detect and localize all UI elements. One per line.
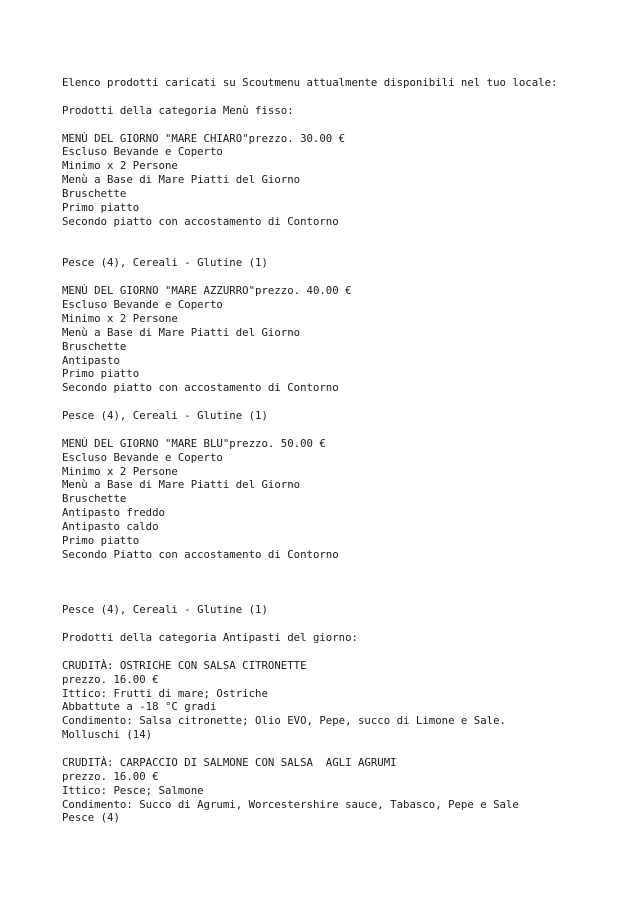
text-line: Pesce (4), Cereali - Glutine (1) bbox=[62, 256, 268, 270]
blank-line bbox=[62, 395, 630, 409]
text-line: Primo piatto bbox=[62, 533, 140, 547]
text-line: Minimo x 2 Persone bbox=[62, 464, 178, 478]
blank-line bbox=[62, 229, 630, 243]
text-line: Menù a Base di Mare Piatti del Giorno bbox=[62, 173, 301, 187]
text-line: Escluso Bevande e Coperto bbox=[62, 450, 223, 464]
text-line: Antipasto bbox=[62, 353, 120, 367]
text-line: Pesce (4), Cereali - Glutine (1) bbox=[62, 409, 268, 422]
blank-line bbox=[62, 243, 630, 257]
text-line: Secondo piatto con accostamento di Contorno bbox=[62, 214, 339, 228]
text-line: Antipasto caldo bbox=[62, 520, 159, 533]
text-line: Secondo piatto con accostamento di Contorno bbox=[62, 381, 339, 395]
text-line: Pesce (4), Cereali - Glutine (1) bbox=[62, 603, 268, 617]
text-line: Escluso Bevande e Coperto bbox=[62, 298, 223, 311]
text-line: Minimo x 2 Persone bbox=[62, 159, 178, 173]
text-line: Bruschette bbox=[62, 492, 127, 506]
text-line: CRUDITÀ: OSTRICHE CON SALSA CITRONETTE bbox=[62, 658, 307, 672]
text-line: Condimento: Succo di Agrumi, Worcestershire sauce, Tabasco, Pepe e Sale bbox=[62, 797, 519, 811]
text-line: Escluso Bevande e Coperto bbox=[62, 145, 223, 159]
text-line: Ittico: Pesce; Salmone bbox=[62, 783, 204, 797]
text-line: Prodotti della categoria Menù fisso: bbox=[62, 103, 294, 117]
text-line: Primo piatto bbox=[62, 200, 140, 214]
text-line: Bruschette bbox=[62, 339, 127, 353]
blank-line bbox=[62, 645, 630, 659]
blank-line bbox=[62, 589, 630, 603]
blank-line bbox=[62, 576, 630, 590]
text-line: Primo piatto bbox=[62, 367, 140, 381]
text-line: Secondo Piatto con accostamento di Contorno bbox=[62, 547, 339, 561]
text-line: prezzo. 16.00 € bbox=[62, 672, 159, 686]
blank-line bbox=[62, 118, 630, 132]
text-line: Ittico: Frutti di mare; Ostriche bbox=[62, 686, 268, 700]
text-line: MENÙ DEL GIORNO "MARE AZZURRO"prezzo. 40.00 € bbox=[62, 284, 352, 298]
text-line: Elenco prodotti caricati su Scoutmenu attualmente disponibili nel tuo locale: bbox=[62, 76, 558, 89]
blank-line bbox=[62, 742, 630, 756]
blank-line bbox=[62, 617, 630, 631]
blank-line bbox=[62, 562, 630, 576]
text-line: prezzo. 16.00 € bbox=[62, 769, 159, 783]
text-line: Bruschette bbox=[62, 187, 127, 200]
text-line: Antipasto freddo bbox=[62, 506, 165, 520]
blank-line bbox=[62, 90, 630, 104]
blank-line bbox=[62, 423, 630, 437]
text-line: Molluschi (14) bbox=[62, 728, 153, 742]
text-line: Prodotti della categoria Antipasti del giorno: bbox=[62, 631, 358, 644]
text-line: Condimento: Salsa citronette; Olio EVO, Pepe, succo di Limone e Sale. bbox=[62, 714, 506, 728]
text-line: CRUDITÀ: CARPACCIO DI SALMONE CON SALSA AGLI AGRUMI bbox=[62, 755, 397, 769]
document-body bbox=[62, 76, 630, 825]
text-line: Pesce (4) bbox=[62, 811, 120, 825]
text-line: MENÙ DEL GIORNO "MARE CHIARO"prezzo. 30.00 € bbox=[62, 131, 346, 145]
text-line: Minimo x 2 Persone bbox=[62, 311, 178, 325]
text-line: MENÙ DEL GIORNO "MARE BLU"prezzo. 50.00 € bbox=[62, 436, 326, 450]
text-line: Abbattute a -18 °C gradi bbox=[62, 700, 217, 714]
blank-line bbox=[62, 270, 630, 284]
text-line: Menù a Base di Mare Piatti del Giorno bbox=[62, 325, 301, 339]
text-line: Menù a Base di Mare Piatti del Giorno bbox=[62, 478, 301, 492]
